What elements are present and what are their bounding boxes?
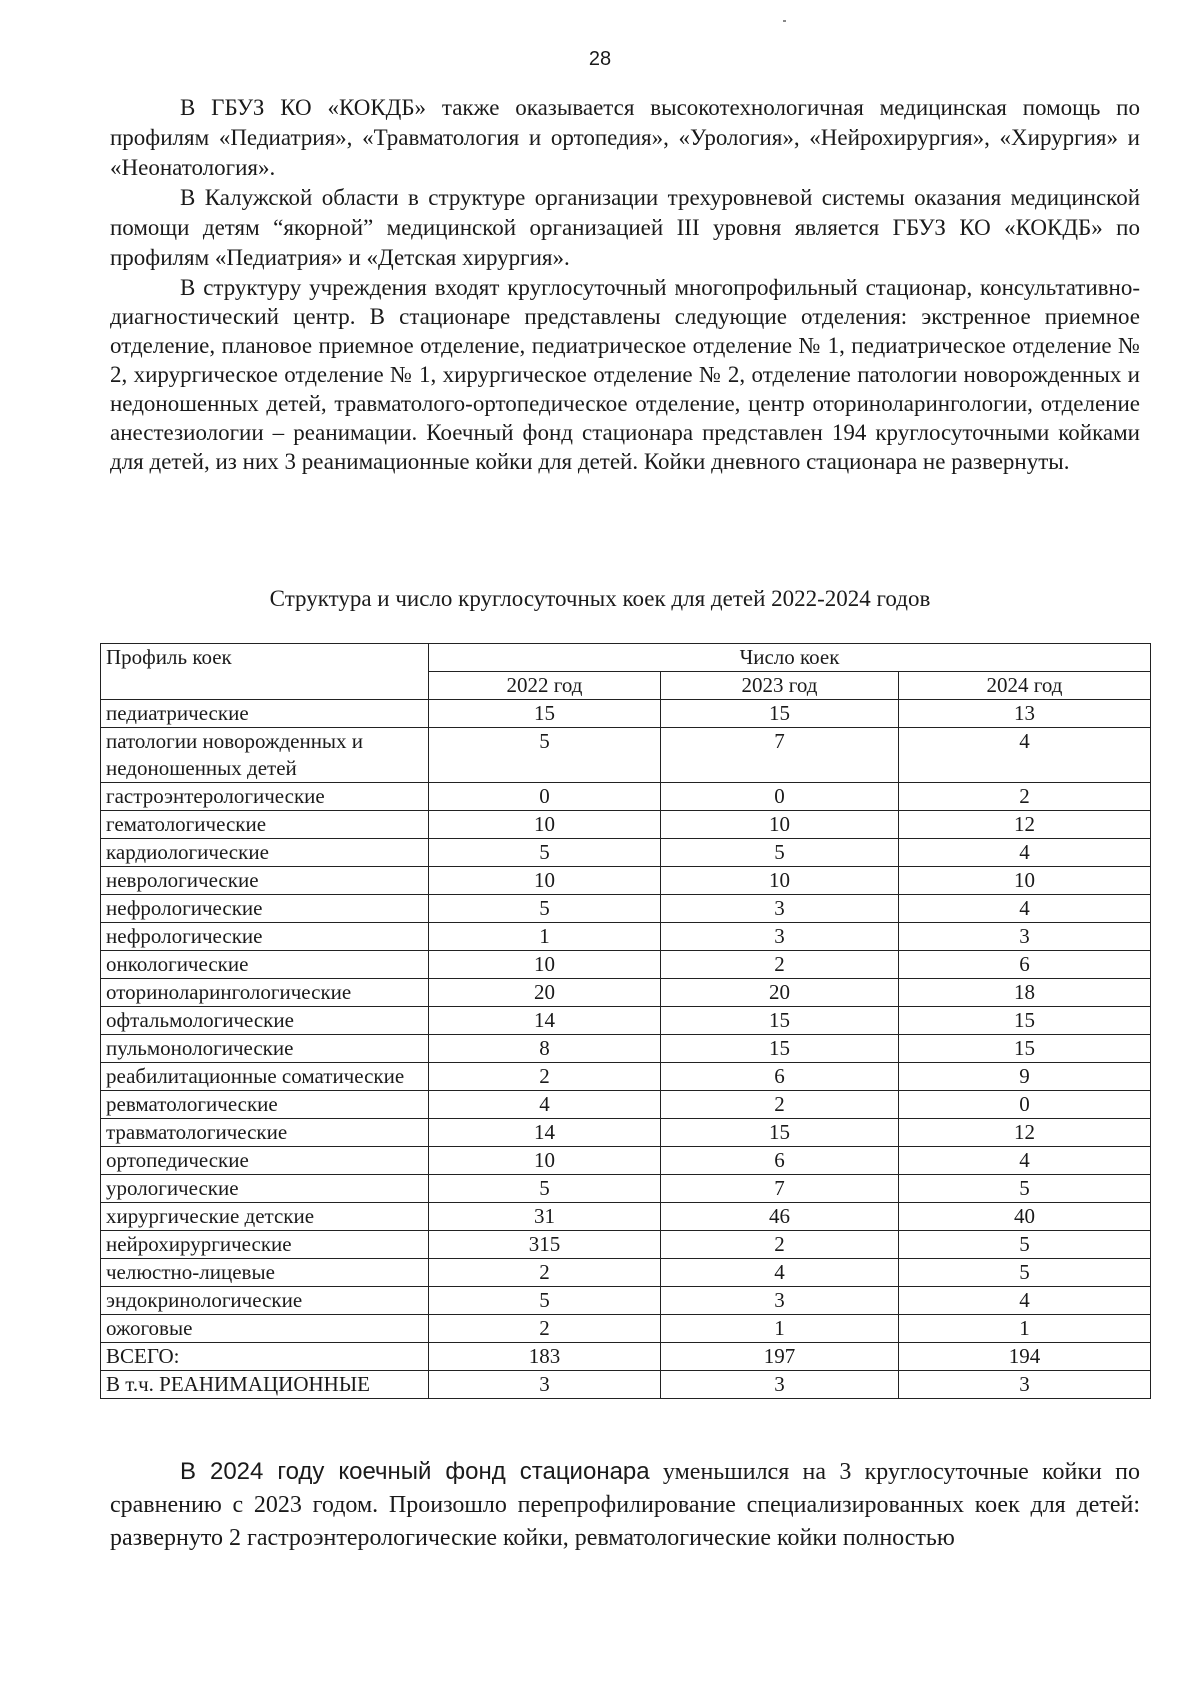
value-2023-cell: 15 (661, 700, 899, 728)
header-profile: Профиль коек (101, 644, 429, 700)
table-row (101, 1231, 1151, 1259)
value-2024-cell: 13 (899, 700, 1151, 728)
profile-cell: ортопедические (101, 1147, 429, 1175)
value-2024-cell: 6 (899, 951, 1151, 979)
table-row (101, 1203, 1151, 1231)
value-2022-cell: 10 (429, 811, 661, 839)
value-2024-cell: 4 (899, 1287, 1151, 1315)
value-2023-cell: 1 (661, 1315, 899, 1343)
table-row (101, 979, 1151, 1007)
value-2024-cell: 4 (899, 895, 1151, 923)
value-2024-cell: 0 (899, 1091, 1151, 1119)
value-2023-cell: 2 (661, 951, 899, 979)
value-2022-cell: 5 (429, 1287, 661, 1315)
value-2022-cell: 20 (429, 979, 661, 1007)
profile-cell: пульмонологические (101, 1035, 429, 1063)
paragraph-lead: В 2024 году коечный фонд стационара (180, 1458, 650, 1485)
profile-cell: В т.ч. РЕАНИМАЦИОННЫЕ (101, 1371, 429, 1399)
value-2024-cell: 15 (899, 1007, 1151, 1035)
value-2022-cell: 31 (429, 1203, 661, 1231)
profile-cell: ВСЕГО: (101, 1343, 429, 1371)
profile-cell: нейрохирургические (101, 1231, 429, 1259)
header-year-2022: 2022 год (429, 672, 661, 700)
value-2023-cell: 7 (661, 1175, 899, 1203)
value-2022-cell: 14 (429, 1007, 661, 1035)
value-2022-cell: 2 (429, 1315, 661, 1343)
value-2023-cell: 6 (661, 1147, 899, 1175)
value-2024-cell: 1 (899, 1315, 1151, 1343)
beds-table (100, 643, 1151, 1399)
table-row (101, 1119, 1151, 1147)
profile-cell: оториноларингологические (101, 979, 429, 1007)
value-2023-cell: 10 (661, 811, 899, 839)
value-2022-cell: 3 (429, 1371, 661, 1399)
profile-cell: гематологические (101, 811, 429, 839)
value-2023-cell: 197 (661, 1343, 899, 1371)
value-2022-cell: 315 (429, 1231, 661, 1259)
table-row (101, 895, 1151, 923)
profile-cell: урологические (101, 1175, 429, 1203)
value-2023-cell: 20 (661, 979, 899, 1007)
value-2024-cell: 4 (899, 1147, 1151, 1175)
table-row (101, 811, 1151, 839)
profile-cell: нефрологические (101, 923, 429, 951)
value-2024-cell: 15 (899, 1035, 1151, 1063)
table-row (101, 1007, 1151, 1035)
table-row (101, 951, 1151, 979)
header-bed-count: Число коек (429, 644, 1151, 672)
value-2023-cell: 4 (661, 1259, 899, 1287)
table-caption: Структура и число круглосуточных коек для детей 2022-2024 годов (269, 586, 931, 611)
value-2023-cell: 15 (661, 1119, 899, 1147)
profile-cell: офтальмологические (101, 1007, 429, 1035)
value-2022-cell: 2 (429, 1063, 661, 1091)
value-2022-cell: 4 (429, 1091, 661, 1119)
value-2024-cell: 194 (899, 1343, 1151, 1371)
profile-cell: неврологические (101, 867, 429, 895)
profile-cell: ожоговые (101, 1315, 429, 1343)
table-row (101, 1287, 1151, 1315)
value-2024-cell: 4 (899, 839, 1151, 867)
value-2023-cell: 3 (661, 1287, 899, 1315)
table-row (101, 783, 1151, 811)
value-2024-cell: 12 (899, 811, 1151, 839)
profile-cell: ревматологические (101, 1091, 429, 1119)
table-row (101, 1371, 1151, 1399)
profile-cell: кардиологические (101, 839, 429, 867)
profile-cell: челюстно-лицевые (101, 1259, 429, 1287)
profile-cell: педиатрические (101, 700, 429, 728)
page-number: 28 (588, 48, 612, 70)
profile-cell: нефрологические (101, 895, 429, 923)
value-2023-cell: 46 (661, 1203, 899, 1231)
header-year-2023: 2023 год (661, 672, 899, 700)
value-2022-cell: 5 (429, 839, 661, 867)
value-2022-cell: 183 (429, 1343, 661, 1371)
table-row (101, 728, 1151, 783)
paragraph-structure: В структуру учреждения входят круглосуточный многопрофильный стационар, консультативно-диагностический центр. В стационаре представлены следующие отделения: экстренное приемное отделение, плановое приемное отделение, педиатрическое отделение № 1, педиатрическое отделение № 2, хирургическое отделение № 1, хирургическое отделение № 2, отделение патологии новорожденных и недоношенных детей, травматолого-ортопедическое отделение, центр оториноларингологии, отделение анестезиологии – реанимации. Коечный фонд стационара представлен 194 круглосуточными койками для детей, из них 3 реанимационные койки для детей. Койки дневного стационара не развернуты. (110, 275, 1140, 474)
table-row (101, 1063, 1151, 1091)
paragraph-bed-change (110, 1455, 1140, 1555)
value-2024-cell: 2 (899, 783, 1151, 811)
profile-cell: патологии новорожденных и недоношенных детей (101, 728, 429, 783)
value-2024-cell: 3 (899, 1371, 1151, 1399)
profile-cell: реабилитационные соматические (101, 1063, 429, 1091)
value-2022-cell: 10 (429, 867, 661, 895)
value-2023-cell: 10 (661, 867, 899, 895)
scan-speck (783, 20, 786, 22)
table-row (101, 1315, 1151, 1343)
table-row (101, 700, 1151, 728)
table-row (101, 1259, 1151, 1287)
paragraph-high-tech-care: В ГБУЗ КО «КОКДБ» также оказывается высокотехнологичная медицинская помощь по профилям «Педиатрия», «Травматология и ортопедия», «Урология», «Нейрохирургия», «Хирургия» и «Неонатология». (110, 95, 1140, 180)
table-row (101, 1091, 1151, 1119)
profile-cell: травматологические (101, 1119, 429, 1147)
table-row (101, 867, 1151, 895)
table-row (101, 1035, 1151, 1063)
value-2023-cell: 5 (661, 839, 899, 867)
table-row (101, 839, 1151, 867)
intro-text (110, 93, 1140, 476)
value-2023-cell: 0 (661, 783, 899, 811)
value-2022-cell: 15 (429, 700, 661, 728)
value-2023-cell: 3 (661, 923, 899, 951)
value-2024-cell: 3 (899, 923, 1151, 951)
value-2023-cell: 2 (661, 1231, 899, 1259)
value-2023-cell: 3 (661, 1371, 899, 1399)
table-row (101, 1175, 1151, 1203)
value-2022-cell: 0 (429, 783, 661, 811)
value-2024-cell: 10 (899, 867, 1151, 895)
value-2024-cell: 12 (899, 1119, 1151, 1147)
header-year-2024: 2024 год (899, 672, 1151, 700)
value-2024-cell: 5 (899, 1231, 1151, 1259)
paragraph-three-level-system: В Калужской области в структуре организации трехуровневой системы оказания медицинской помощи детям “якорной” медицинской организацией III уровня является ГБУЗ КО «КОКДБ» по профилям «Педиатрия» и «Детская хирургия». (110, 185, 1140, 270)
value-2022-cell: 2 (429, 1259, 661, 1287)
value-2024-cell: 5 (899, 1175, 1151, 1203)
value-2022-cell: 10 (429, 951, 661, 979)
value-2022-cell: 10 (429, 1147, 661, 1175)
value-2023-cell: 15 (661, 1007, 899, 1035)
table-row (101, 923, 1151, 951)
value-2022-cell: 8 (429, 1035, 661, 1063)
value-2024-cell: 9 (899, 1063, 1151, 1091)
value-2022-cell: 5 (429, 1175, 661, 1203)
profile-cell: гастроэнтерологические (101, 783, 429, 811)
value-2023-cell: 2 (661, 1091, 899, 1119)
value-2022-cell: 14 (429, 1119, 661, 1147)
value-2023-cell: 3 (661, 895, 899, 923)
value-2022-cell: 1 (429, 923, 661, 951)
bottom-text (110, 1455, 1140, 1555)
value-2022-cell: 5 (429, 728, 661, 783)
value-2024-cell: 5 (899, 1259, 1151, 1287)
value-2023-cell: 15 (661, 1035, 899, 1063)
table-row (101, 1343, 1151, 1371)
profile-cell: хирургические детские (101, 1203, 429, 1231)
value-2023-cell: 6 (661, 1063, 899, 1091)
profile-cell: онкологические (101, 951, 429, 979)
profile-cell: эндокринологические (101, 1287, 429, 1315)
value-2024-cell: 4 (899, 728, 1151, 783)
paragraph-rest: уменьшился на 3 круглосуточные койки по сравнению с 2023 годом. Произошло перепрофилирование специализированных коек для детей: развернуто 2 гастроэнтерологические койки, ревматологические койки полностью (110, 1459, 1141, 1551)
value-2023-cell: 7 (661, 728, 899, 783)
value-2024-cell: 40 (899, 1203, 1151, 1231)
table-row (101, 1147, 1151, 1175)
table-body (101, 700, 1151, 1399)
value-2022-cell: 5 (429, 895, 661, 923)
value-2024-cell: 18 (899, 979, 1151, 1007)
